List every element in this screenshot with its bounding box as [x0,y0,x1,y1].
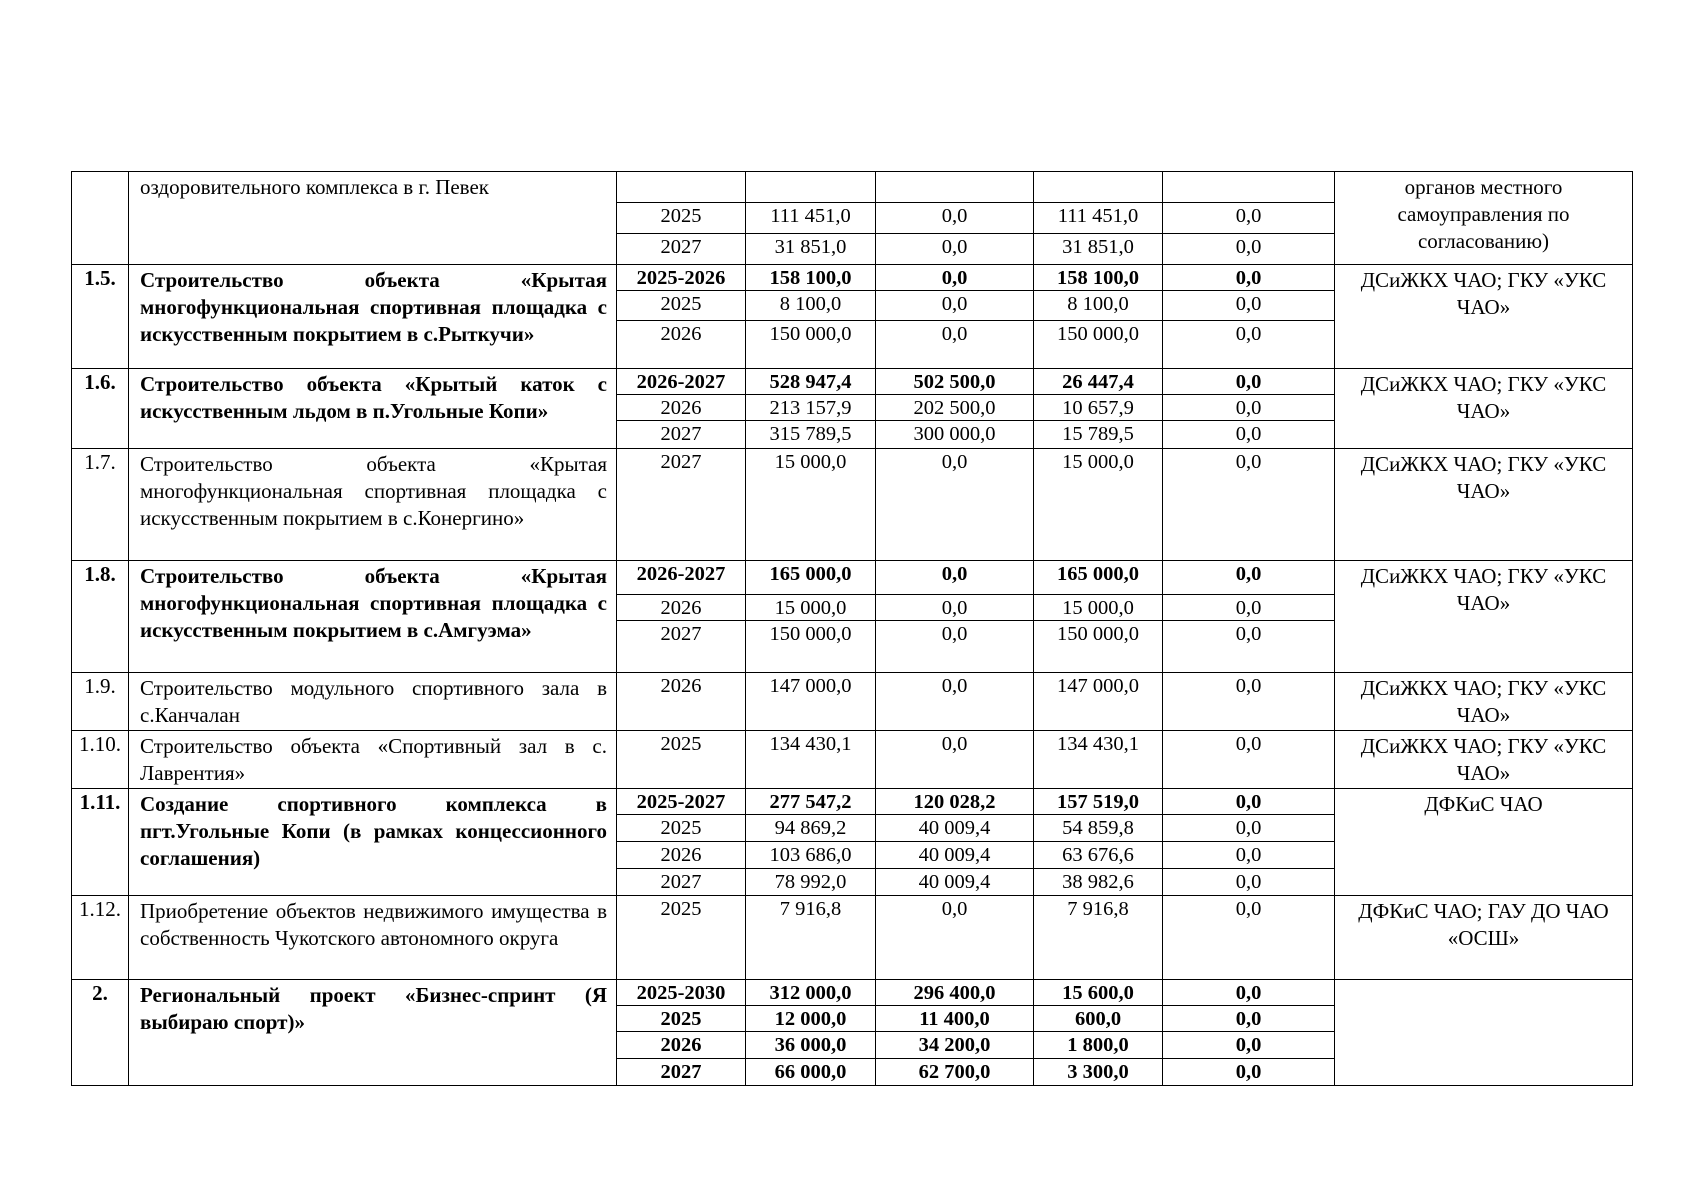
funding-table [71,171,1633,1086]
fed-cell: 0,0 [876,449,1034,561]
total-cell: 12 000,0 [746,1006,876,1032]
year-cell: 2025 [617,1006,746,1032]
reg-cell: 54 859,8 [1034,815,1163,842]
year-cell: 2025-2030 [617,980,746,1006]
total-cell: 312 000,0 [746,980,876,1006]
total-cell: 111 451,0 [746,203,876,234]
loc-cell: 0,0 [1163,673,1335,731]
total-cell: 213 157,9 [746,395,876,421]
reg-cell: 38 982,6 [1034,869,1163,896]
total-cell: 8 100,0 [746,291,876,321]
loc-cell: 0,0 [1163,1006,1335,1032]
fed-cell: 0,0 [876,321,1034,369]
fed-cell: 202 500,0 [876,395,1034,421]
reg-cell: 165 000,0 [1034,561,1163,595]
responsible-cell: ДСиЖКХ ЧАО; ГКУ «УКС ЧАО» [1335,731,1633,789]
project-name-cell: Строительство объекта «Крытая многофункциональная спортивная площадка с искусственным покрытием в с.Рыткучи» [129,265,617,369]
row-number-cell: 1.10. [72,731,129,789]
loc-cell: 0,0 [1163,395,1335,421]
year-cell: 2026 [617,395,746,421]
table-row [72,561,1633,595]
reg-cell: 157 519,0 [1034,789,1163,815]
year-cell: 2025-2026 [617,265,746,291]
table-row [72,449,1633,561]
fed-cell: 0,0 [876,621,1034,673]
project-name-cell: Строительство объекта «Крытый каток с искусственным льдом в п.Угольные Копи» [129,369,617,449]
total-cell: 165 000,0 [746,561,876,595]
row-number-cell: 1.7. [72,449,129,561]
fed-cell: 0,0 [876,203,1034,234]
total-cell: 15 000,0 [746,595,876,621]
year-cell: 2026 [617,842,746,869]
year-cell: 2025 [617,896,746,980]
project-name-cell: оздоровительного комплекса в г. Певек [129,172,617,265]
total-cell [746,172,876,203]
table-row [72,265,1633,291]
total-cell: 36 000,0 [746,1032,876,1059]
row-number-cell: 1.5. [72,265,129,369]
reg-cell [1034,172,1163,203]
total-cell: 103 686,0 [746,842,876,869]
total-cell: 94 869,2 [746,815,876,842]
project-name-cell: Региональный проект «Бизнес-спринт (Я выбираю спорт)» [129,980,617,1086]
row-number-cell: 1.6. [72,369,129,449]
loc-cell: 0,0 [1163,842,1335,869]
loc-cell: 0,0 [1163,265,1335,291]
project-name-cell: Создание спортивного комплекса в пгт.Угольные Копи (в рамках концессионного соглашения) [129,789,617,896]
total-cell: 528 947,4 [746,369,876,395]
total-cell: 147 000,0 [746,673,876,731]
fed-cell: 296 400,0 [876,980,1034,1006]
year-cell: 2026 [617,673,746,731]
reg-cell: 31 851,0 [1034,234,1163,265]
reg-cell: 63 676,6 [1034,842,1163,869]
reg-cell: 150 000,0 [1034,321,1163,369]
loc-cell: 0,0 [1163,561,1335,595]
year-cell: 2025 [617,815,746,842]
year-cell: 2027 [617,621,746,673]
fed-cell: 40 009,4 [876,869,1034,896]
fed-cell: 62 700,0 [876,1059,1034,1086]
year-cell: 2026 [617,595,746,621]
fed-cell: 11 400,0 [876,1006,1034,1032]
total-cell: 7 916,8 [746,896,876,980]
year-cell: 2027 [617,421,746,449]
loc-cell: 0,0 [1163,896,1335,980]
reg-cell: 15 789,5 [1034,421,1163,449]
fed-cell: 0,0 [876,561,1034,595]
total-cell: 150 000,0 [746,621,876,673]
fed-cell: 0,0 [876,234,1034,265]
total-cell: 78 992,0 [746,869,876,896]
loc-cell: 0,0 [1163,815,1335,842]
fed-cell: 0,0 [876,673,1034,731]
reg-cell: 8 100,0 [1034,291,1163,321]
fed-cell: 34 200,0 [876,1032,1034,1059]
loc-cell: 0,0 [1163,980,1335,1006]
loc-cell: 0,0 [1163,621,1335,673]
year-cell [617,172,746,203]
reg-cell: 111 451,0 [1034,203,1163,234]
total-cell: 277 547,2 [746,789,876,815]
row-number-cell: 1.8. [72,561,129,673]
reg-cell: 26 447,4 [1034,369,1163,395]
loc-cell: 0,0 [1163,291,1335,321]
total-cell: 15 000,0 [746,449,876,561]
year-cell: 2026 [617,321,746,369]
row-number-cell: 1.12. [72,896,129,980]
reg-cell: 7 916,8 [1034,896,1163,980]
loc-cell: 0,0 [1163,731,1335,789]
year-cell: 2025 [617,731,746,789]
table-row [72,673,1633,731]
table-row [72,369,1633,395]
responsible-cell: ДСиЖКХ ЧАО; ГКУ «УКС ЧАО» [1335,369,1633,449]
loc-cell: 0,0 [1163,595,1335,621]
project-name-cell: Строительство объекта «Крытая многофункциональная спортивная площадка с искусственным покрытием в с.Амгуэма» [129,561,617,673]
fed-cell: 0,0 [876,731,1034,789]
loc-cell: 0,0 [1163,234,1335,265]
row-number-cell: 1.9. [72,673,129,731]
reg-cell: 150 000,0 [1034,621,1163,673]
year-cell: 2025 [617,203,746,234]
fed-cell: 0,0 [876,896,1034,980]
reg-cell: 147 000,0 [1034,673,1163,731]
project-name-cell: Строительство объекта «Крытая многофункциональная спортивная площадка с искусственным покрытием в с.Конергино» [129,449,617,561]
fed-cell: 0,0 [876,291,1034,321]
loc-cell: 0,0 [1163,1059,1335,1086]
year-cell: 2025 [617,291,746,321]
loc-cell: 0,0 [1163,789,1335,815]
year-cell: 2027 [617,449,746,561]
table-row [72,172,1633,203]
reg-cell: 15 000,0 [1034,449,1163,561]
project-name-cell: Строительство объекта «Спортивный зал в с. Лаврентия» [129,731,617,789]
reg-cell: 15 000,0 [1034,595,1163,621]
loc-cell: 0,0 [1163,1032,1335,1059]
project-name-cell: Приобретение объектов недвижимого имущества в собственность Чукотского автономного округа [129,896,617,980]
year-cell: 2025-2027 [617,789,746,815]
year-cell: 2027 [617,234,746,265]
loc-cell: 0,0 [1163,203,1335,234]
year-cell: 2026 [617,1032,746,1059]
table-row [72,789,1633,815]
document-sheet [71,171,1632,1086]
loc-cell [1163,172,1335,203]
funding-table-body [72,172,1633,1086]
fed-cell: 0,0 [876,595,1034,621]
responsible-cell: ДФКиС ЧАО [1335,789,1633,896]
year-cell: 2026-2027 [617,561,746,595]
total-cell: 134 430,1 [746,731,876,789]
total-cell: 150 000,0 [746,321,876,369]
row-number-cell [72,172,129,265]
reg-cell: 1 800,0 [1034,1032,1163,1059]
loc-cell: 0,0 [1163,321,1335,369]
fed-cell: 502 500,0 [876,369,1034,395]
total-cell: 158 100,0 [746,265,876,291]
total-cell: 31 851,0 [746,234,876,265]
project-name-cell: Строительство модульного спортивного зала в с.Канчалан [129,673,617,731]
reg-cell: 10 657,9 [1034,395,1163,421]
fed-cell: 0,0 [876,265,1034,291]
reg-cell: 158 100,0 [1034,265,1163,291]
table-row [72,896,1633,980]
total-cell: 315 789,5 [746,421,876,449]
loc-cell: 0,0 [1163,449,1335,561]
year-cell: 2026-2027 [617,369,746,395]
fed-cell [876,172,1034,203]
responsible-cell: ДФКиС ЧАО; ГАУ ДО ЧАО «ОСШ» [1335,896,1633,980]
loc-cell: 0,0 [1163,421,1335,449]
reg-cell: 134 430,1 [1034,731,1163,789]
table-row [72,731,1633,789]
table-row [72,980,1633,1006]
responsible-cell: ДСиЖКХ ЧАО; ГКУ «УКС ЧАО» [1335,449,1633,561]
responsible-cell [1335,980,1633,1086]
reg-cell: 3 300,0 [1034,1059,1163,1086]
year-cell: 2027 [617,869,746,896]
responsible-cell: ДСиЖКХ ЧАО; ГКУ «УКС ЧАО» [1335,673,1633,731]
total-cell: 66 000,0 [746,1059,876,1086]
loc-cell: 0,0 [1163,369,1335,395]
year-cell: 2027 [617,1059,746,1086]
fed-cell: 120 028,2 [876,789,1034,815]
fed-cell: 40 009,4 [876,842,1034,869]
row-number-cell: 1.11. [72,789,129,896]
responsible-cell: органов местного самоуправления по согласованию) [1335,172,1633,265]
reg-cell: 600,0 [1034,1006,1163,1032]
reg-cell: 15 600,0 [1034,980,1163,1006]
fed-cell: 40 009,4 [876,815,1034,842]
fed-cell: 300 000,0 [876,421,1034,449]
loc-cell: 0,0 [1163,869,1335,896]
responsible-cell: ДСиЖКХ ЧАО; ГКУ «УКС ЧАО» [1335,265,1633,369]
responsible-cell: ДСиЖКХ ЧАО; ГКУ «УКС ЧАО» [1335,561,1633,673]
row-number-cell: 2. [72,980,129,1086]
